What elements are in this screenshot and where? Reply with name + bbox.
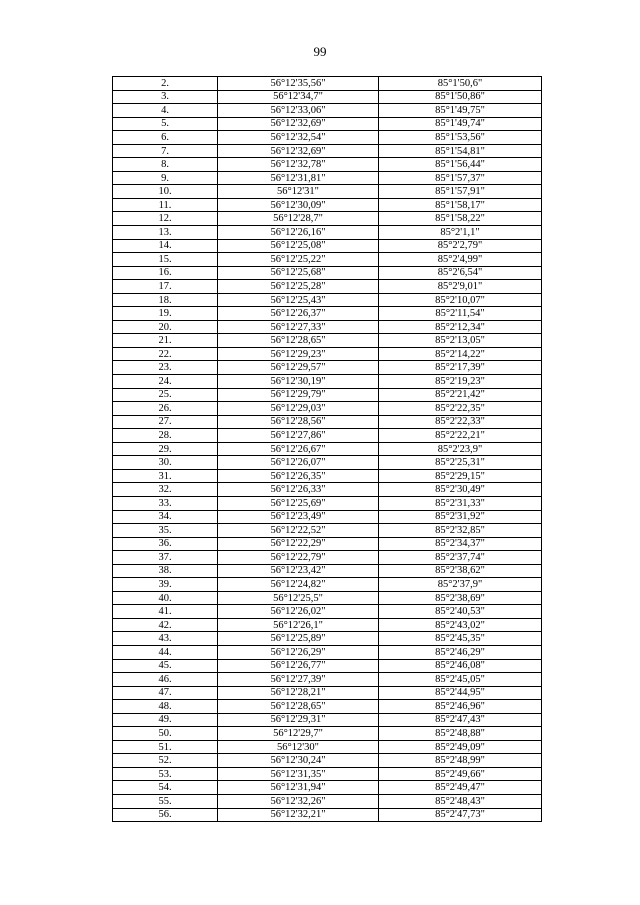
point-number-cell: 42.: [113, 618, 218, 632]
longitude-cell: 85°2'38,69": [379, 591, 542, 605]
point-number-cell: 11.: [113, 198, 218, 212]
latitude-cell: 56°12'31,35": [218, 767, 379, 781]
point-number-cell: 14.: [113, 239, 218, 253]
table-row: [113, 727, 542, 741]
longitude-cell: 85°2'11,54": [379, 307, 542, 321]
latitude-cell: 56°12'25,68": [218, 266, 379, 280]
latitude-cell: 56°12'31,81": [218, 171, 379, 185]
longitude-cell: 85°2'19,23": [379, 375, 542, 389]
longitude-cell: 85°2'49,47": [379, 781, 542, 795]
point-number-cell: 54.: [113, 781, 218, 795]
table-row: [113, 77, 542, 91]
longitude-cell: 85°2'47,43": [379, 713, 542, 727]
point-number-cell: 41.: [113, 605, 218, 619]
latitude-cell: 56°12'32,78": [218, 158, 379, 172]
longitude-cell: 85°1'49,74": [379, 117, 542, 131]
table-row: [113, 212, 542, 226]
table-row: [113, 320, 542, 334]
longitude-cell: 85°2'12,34": [379, 320, 542, 334]
table-row: [113, 198, 542, 212]
table-row: [113, 767, 542, 781]
longitude-cell: 85°2'2,79": [379, 239, 542, 253]
latitude-cell: 56°12'25,5": [218, 591, 379, 605]
table-row: [113, 496, 542, 510]
longitude-cell: 85°2'48,99": [379, 754, 542, 768]
point-number-cell: 22.: [113, 347, 218, 361]
table-row: [113, 740, 542, 754]
latitude-cell: 56°12'28,56": [218, 415, 379, 429]
point-number-cell: 15.: [113, 253, 218, 267]
longitude-cell: 85°2'44,95": [379, 686, 542, 700]
latitude-cell: 56°12'29,57": [218, 361, 379, 375]
table-row: [113, 253, 542, 267]
longitude-cell: 85°2'23,9": [379, 442, 542, 456]
latitude-cell: 56°12'22,29": [218, 537, 379, 551]
point-number-cell: 50.: [113, 727, 218, 741]
coordinates-table-body: [113, 77, 542, 822]
point-number-cell: 16.: [113, 266, 218, 280]
longitude-cell: 85°2'48,88": [379, 727, 542, 741]
table-row: [113, 673, 542, 687]
latitude-cell: 56°12'29,7": [218, 727, 379, 741]
longitude-cell: 85°2'48,43": [379, 794, 542, 808]
latitude-cell: 56°12'22,52": [218, 524, 379, 538]
table-row: [113, 713, 542, 727]
latitude-cell: 56°12'33,06": [218, 104, 379, 118]
longitude-cell: 85°2'13,05": [379, 334, 542, 348]
latitude-cell: 56°12'26,02": [218, 605, 379, 619]
table-row: [113, 781, 542, 795]
latitude-cell: 56°12'26,16": [218, 226, 379, 240]
point-number-cell: 48.: [113, 700, 218, 714]
longitude-cell: 85°2'32,85": [379, 524, 542, 538]
point-number-cell: 32.: [113, 483, 218, 497]
longitude-cell: 85°2'4,99": [379, 253, 542, 267]
latitude-cell: 56°12'32,26": [218, 794, 379, 808]
point-number-cell: 23.: [113, 361, 218, 375]
latitude-cell: 56°12'28,65": [218, 700, 379, 714]
latitude-cell: 56°12'29,03": [218, 402, 379, 416]
point-number-cell: 25.: [113, 388, 218, 402]
point-number-cell: 33.: [113, 496, 218, 510]
point-number-cell: 5.: [113, 117, 218, 131]
point-number-cell: 45.: [113, 659, 218, 673]
latitude-cell: 56°12'23,49": [218, 510, 379, 524]
table-row: [113, 551, 542, 565]
longitude-cell: 85°2'40,53": [379, 605, 542, 619]
longitude-cell: 85°2'49,66": [379, 767, 542, 781]
point-number-cell: 37.: [113, 551, 218, 565]
latitude-cell: 56°12'26,1": [218, 618, 379, 632]
point-number-cell: 27.: [113, 415, 218, 429]
table-row: [113, 415, 542, 429]
table-row: [113, 90, 542, 104]
latitude-cell: 56°12'25,43": [218, 293, 379, 307]
point-number-cell: 40.: [113, 591, 218, 605]
table-row: [113, 564, 542, 578]
latitude-cell: 56°12'29,31": [218, 713, 379, 727]
table-row: [113, 524, 542, 538]
longitude-cell: 85°2'46,29": [379, 645, 542, 659]
table-row: [113, 226, 542, 240]
table-row: [113, 700, 542, 714]
latitude-cell: 56°12'29,79": [218, 388, 379, 402]
longitude-cell: 85°2'9,01": [379, 280, 542, 294]
table-row: [113, 158, 542, 172]
point-number-cell: 34.: [113, 510, 218, 524]
table-row: [113, 375, 542, 389]
longitude-cell: 85°1'56,44": [379, 158, 542, 172]
table-row: [113, 144, 542, 158]
latitude-cell: 56°12'27,33": [218, 320, 379, 334]
longitude-cell: 85°2'30,49": [379, 483, 542, 497]
table-row: [113, 442, 542, 456]
longitude-cell: 85°1'57,91": [379, 185, 542, 199]
point-number-cell: 26.: [113, 402, 218, 416]
longitude-cell: 85°2'25,31": [379, 456, 542, 470]
latitude-cell: 56°12'30,19": [218, 375, 379, 389]
point-number-cell: 7.: [113, 144, 218, 158]
longitude-cell: 85°2'38,62": [379, 564, 542, 578]
point-number-cell: 9.: [113, 171, 218, 185]
point-number-cell: 21.: [113, 334, 218, 348]
table-row: [113, 510, 542, 524]
latitude-cell: 56°12'30,24": [218, 754, 379, 768]
point-number-cell: 19.: [113, 307, 218, 321]
longitude-cell: 85°2'43,02": [379, 618, 542, 632]
point-number-cell: 28.: [113, 429, 218, 443]
table-row: [113, 185, 542, 199]
latitude-cell: 56°12'32,21": [218, 808, 379, 822]
longitude-cell: 85°2'49,09": [379, 740, 542, 754]
longitude-cell: 85°2'46,08": [379, 659, 542, 673]
longitude-cell: 85°2'29,15": [379, 469, 542, 483]
point-number-cell: 53.: [113, 767, 218, 781]
latitude-cell: 56°12'27,86": [218, 429, 379, 443]
table-row: [113, 361, 542, 375]
longitude-cell: 85°2'37,74": [379, 551, 542, 565]
latitude-cell: 56°12'32,69": [218, 117, 379, 131]
latitude-cell: 56°12'29,23": [218, 347, 379, 361]
latitude-cell: 56°12'25,22": [218, 253, 379, 267]
longitude-cell: 85°2'46,96": [379, 700, 542, 714]
longitude-cell: 85°1'58,17": [379, 198, 542, 212]
longitude-cell: 85°2'6,54": [379, 266, 542, 280]
point-number-cell: 30.: [113, 456, 218, 470]
table-row: [113, 483, 542, 497]
point-number-cell: 55.: [113, 794, 218, 808]
point-number-cell: 13.: [113, 226, 218, 240]
point-number-cell: 35.: [113, 524, 218, 538]
table-row: [113, 659, 542, 673]
point-number-cell: 56.: [113, 808, 218, 822]
point-number-cell: 43.: [113, 632, 218, 646]
table-row: [113, 605, 542, 619]
point-number-cell: 52.: [113, 754, 218, 768]
table-row: [113, 293, 542, 307]
latitude-cell: 56°12'28,7": [218, 212, 379, 226]
latitude-cell: 56°12'28,65": [218, 334, 379, 348]
longitude-cell: 85°2'37,9": [379, 578, 542, 592]
longitude-cell: 85°2'31,33": [379, 496, 542, 510]
table-row: [113, 104, 542, 118]
latitude-cell: 56°12'25,89": [218, 632, 379, 646]
latitude-cell: 56°12'28,21": [218, 686, 379, 700]
table-row: [113, 754, 542, 768]
longitude-cell: 85°2'22,35": [379, 402, 542, 416]
latitude-cell: 56°12'26,29": [218, 645, 379, 659]
point-number-cell: 24.: [113, 375, 218, 389]
latitude-cell: 56°12'35,56": [218, 77, 379, 91]
table-row: [113, 578, 542, 592]
longitude-cell: 85°2'31,92": [379, 510, 542, 524]
latitude-cell: 56°12'27,39": [218, 673, 379, 687]
longitude-cell: 85°2'17,39": [379, 361, 542, 375]
point-number-cell: 44.: [113, 645, 218, 659]
longitude-cell: 85°2'22,21": [379, 429, 542, 443]
table-row: [113, 266, 542, 280]
latitude-cell: 56°12'26,33": [218, 483, 379, 497]
page-number: 99: [313, 44, 327, 59]
table-row: [113, 618, 542, 632]
longitude-cell: 85°1'57,37": [379, 171, 542, 185]
table-row: [113, 347, 542, 361]
latitude-cell: 56°12'34,7": [218, 90, 379, 104]
point-number-cell: 4.: [113, 104, 218, 118]
latitude-cell: 56°12'26,67": [218, 442, 379, 456]
latitude-cell: 56°12'26,77": [218, 659, 379, 673]
table-row: [113, 117, 542, 131]
latitude-cell: 56°12'30": [218, 740, 379, 754]
point-number-cell: 38.: [113, 564, 218, 578]
point-number-cell: 3.: [113, 90, 218, 104]
longitude-cell: 85°1'58,22": [379, 212, 542, 226]
point-number-cell: 8.: [113, 158, 218, 172]
table-row: [113, 171, 542, 185]
table-row: [113, 239, 542, 253]
longitude-cell: 85°2'45,05": [379, 673, 542, 687]
longitude-cell: 85°2'45,35": [379, 632, 542, 646]
table-row: [113, 591, 542, 605]
latitude-cell: 56°12'26,37": [218, 307, 379, 321]
point-number-cell: 47.: [113, 686, 218, 700]
latitude-cell: 56°12'31": [218, 185, 379, 199]
point-number-cell: 49.: [113, 713, 218, 727]
latitude-cell: 56°12'26,07": [218, 456, 379, 470]
latitude-cell: 56°12'32,54": [218, 131, 379, 145]
table-row: [113, 632, 542, 646]
coordinates-table: [112, 76, 542, 822]
point-number-cell: 18.: [113, 293, 218, 307]
table-row: [113, 456, 542, 470]
longitude-cell: 85°2'10,07": [379, 293, 542, 307]
table-row: [113, 388, 542, 402]
latitude-cell: 56°12'30,09": [218, 198, 379, 212]
point-number-cell: 12.: [113, 212, 218, 226]
longitude-cell: 85°2'21,42": [379, 388, 542, 402]
point-number-cell: 36.: [113, 537, 218, 551]
point-number-cell: 2.: [113, 77, 218, 91]
longitude-cell: 85°1'50,6": [379, 77, 542, 91]
latitude-cell: 56°12'23,42": [218, 564, 379, 578]
point-number-cell: 46.: [113, 673, 218, 687]
latitude-cell: 56°12'25,28": [218, 280, 379, 294]
table-row: [113, 280, 542, 294]
point-number-cell: 10.: [113, 185, 218, 199]
longitude-cell: 85°2'47,73": [379, 808, 542, 822]
latitude-cell: 56°12'24,82": [218, 578, 379, 592]
longitude-cell: 85°2'14,22": [379, 347, 542, 361]
table-row: [113, 334, 542, 348]
point-number-cell: 17.: [113, 280, 218, 294]
longitude-cell: 85°1'50,86": [379, 90, 542, 104]
longitude-cell: 85°2'22,33": [379, 415, 542, 429]
table-row: [113, 537, 542, 551]
point-number-cell: 31.: [113, 469, 218, 483]
latitude-cell: 56°12'31,94": [218, 781, 379, 795]
point-number-cell: 20.: [113, 320, 218, 334]
latitude-cell: 56°12'25,69": [218, 496, 379, 510]
point-number-cell: 51.: [113, 740, 218, 754]
latitude-cell: 56°12'32,69": [218, 144, 379, 158]
table-row: [113, 429, 542, 443]
table-row: [113, 131, 542, 145]
point-number-cell: 29.: [113, 442, 218, 456]
table-row: [113, 808, 542, 822]
longitude-cell: 85°1'54,81": [379, 144, 542, 158]
table-row: [113, 794, 542, 808]
table-row: [113, 686, 542, 700]
latitude-cell: 56°12'25,08": [218, 239, 379, 253]
longitude-cell: 85°2'34,37": [379, 537, 542, 551]
longitude-cell: 85°1'53,56": [379, 131, 542, 145]
latitude-cell: 56°12'22,79": [218, 551, 379, 565]
latitude-cell: 56°12'26,35": [218, 469, 379, 483]
table-row: [113, 307, 542, 321]
longitude-cell: 85°2'1,1": [379, 226, 542, 240]
point-number-cell: 39.: [113, 578, 218, 592]
table-row: [113, 469, 542, 483]
longitude-cell: 85°1'49,75": [379, 104, 542, 118]
table-row: [113, 645, 542, 659]
table-row: [113, 402, 542, 416]
point-number-cell: 6.: [113, 131, 218, 145]
